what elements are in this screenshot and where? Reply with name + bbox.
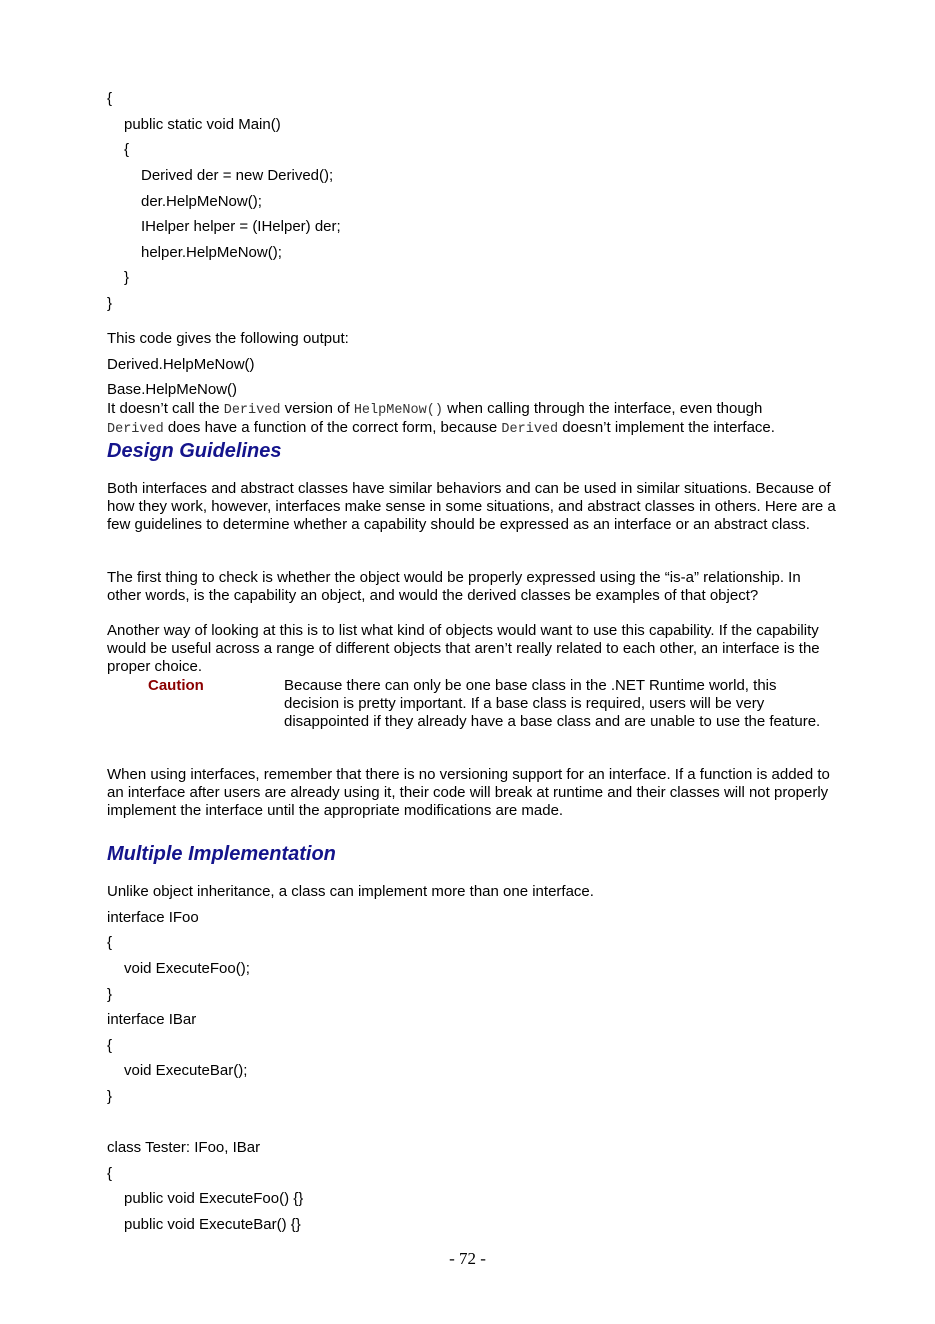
caution-text: Because there can only be one base class in the .NET Runtime world, this decision is pretty important. If a base class is required, users will be very disappointed if they already have a base class and are unable to use the feature. bbox=[284, 677, 821, 730]
code-line: public void ExecuteBar() {} bbox=[124, 1216, 301, 1233]
paragraph: Another way of looking at this is to list what kind of objects would want to use this capability. If the capability would be useful across a range of different objects that aren’t really related to each other, an interface is the proper choice. bbox=[107, 622, 820, 675]
explanation-line-1: It doesn’t call the Derived version of HelpMeNow() when calling through the interface, even though bbox=[107, 400, 763, 418]
code-line: Derived der = new Derived(); bbox=[141, 167, 334, 184]
code-line: public void ExecuteFoo() {} bbox=[124, 1190, 304, 1207]
code-line: der.HelpMeNow(); bbox=[141, 193, 262, 210]
paragraph: Unlike object inheritance, a class can implement more than one interface. bbox=[107, 883, 594, 900]
code-line: } bbox=[107, 986, 113, 1003]
section-heading-multiple-implementation: Multiple Implementation bbox=[107, 843, 336, 865]
code-line: { bbox=[124, 141, 130, 158]
code-line: class Tester: IFoo, IBar bbox=[107, 1139, 261, 1156]
code-line: } bbox=[107, 295, 113, 312]
code-line: } bbox=[107, 1088, 113, 1105]
output-intro: This code gives the following output: bbox=[107, 330, 349, 347]
explanation-line-2: Derived does have a function of the correct form, because Derived doesn’t implement the interface. bbox=[107, 419, 775, 437]
output-line: Base.HelpMeNow() bbox=[107, 381, 238, 398]
code-line: { bbox=[107, 90, 113, 107]
code-line: { bbox=[107, 934, 113, 951]
code-line: IHelper helper = (IHelper) der; bbox=[141, 218, 341, 235]
page-number: - 72 - bbox=[449, 1249, 486, 1268]
caution-label: Caution bbox=[148, 677, 204, 694]
code-line: void ExecuteFoo(); bbox=[124, 960, 250, 977]
code-line: } bbox=[124, 269, 130, 286]
code-line: interface IBar bbox=[107, 1011, 197, 1028]
output-line: Derived.HelpMeNow() bbox=[107, 356, 255, 373]
code-line: { bbox=[107, 1165, 113, 1182]
paragraph: Both interfaces and abstract classes have similar behaviors and can be used in similar situations. Because of how they work, however, interfaces make sense in some situations, and abstract classes in others. Here are a few guidelines to determine whether a capability should be expressed as an interface or an abstract class. bbox=[107, 480, 836, 533]
code-line: { bbox=[107, 1037, 113, 1054]
paragraph: When using interfaces, remember that there is no versioning support for an interface. If a function is added to an interface after users are already using it, their code will break at runtime and their classes will not properly implement the interface until the appropriate modifications are made. bbox=[107, 766, 830, 819]
paragraph: The first thing to check is whether the object would be properly expressed using the “is-a” relationship. In other words, is the capability an object, and would the derived classes be examples of that object? bbox=[107, 569, 801, 604]
code-line: public static void Main() bbox=[124, 116, 281, 133]
code-line: helper.HelpMeNow(); bbox=[141, 244, 282, 261]
code-line: interface IFoo bbox=[107, 909, 199, 926]
code-line: void ExecuteBar(); bbox=[124, 1062, 248, 1079]
section-heading-design-guidelines: Design Guidelines bbox=[107, 440, 282, 462]
